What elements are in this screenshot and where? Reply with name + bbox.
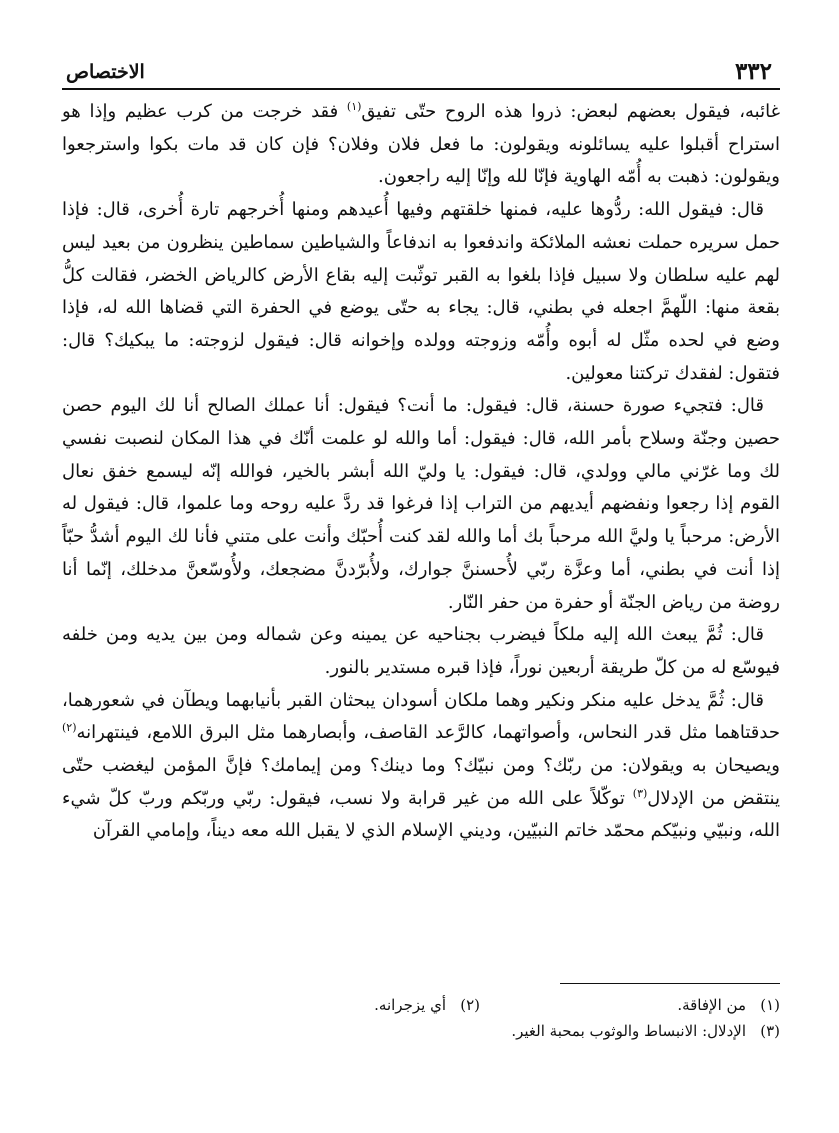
paragraph-text: قال: ثُمَّ يبعث الله إليه ملكاً فيضرب بجناحيه عن يمينه وعن شماله ومن بين يديه ومن خلفه فيوسّع له من كلّ طريقة أربعين نوراً، فإذا قبره مستدير بالنور. (62, 624, 780, 678)
footnote-number: (٢) (460, 996, 480, 1014)
footnote-ref-3: (٣) (632, 786, 648, 800)
footnote-1 (480, 992, 780, 1018)
footnote-ref-1: (١) (346, 100, 362, 113)
running-head (62, 58, 780, 90)
paragraph-text: فقد خرجت من كرب عظيم وإذا هو استراح أقبلوا عليه يسائلونه ويقولون: ما فعل فلان وفلان؟ فإن كان قد مات بكوا واسترجعوا ويقولون: ذهبت به أُمّه الهاوية فإنّا لله وإنّا إليه راجعون. (62, 101, 780, 188)
paragraph-4 (62, 619, 780, 684)
footnote-2 (374, 992, 480, 1018)
footnote-text: الإدلال: الانبساط والوثوب بمحبة الغير. (511, 1022, 746, 1040)
paragraph-text: غائبه، فيقول بعضهم لبعض: ذروا هذه الروح حتّى تفيق (361, 101, 780, 122)
paragraph-5 (62, 685, 780, 849)
book-title: الاختصاص (66, 61, 145, 83)
page-number: ٣٣٢ (734, 58, 772, 85)
paragraph-3 (62, 390, 780, 619)
footnote-3 (480, 1018, 780, 1044)
footnote-number: (٣) (760, 1022, 780, 1040)
footnote-text: من الإفاقة. (677, 996, 746, 1014)
paragraph-text: توكّلاً على الله من غير قرابة ولا نسب، فيقول: ربّي وربّكم وربّ كلّ شيء الله، ونبيّي ونبيّكم محمّد خاتم النبيّين، وديني الإسلام الذي لا يقبل الله معه ديناً، وإمامي القرآن (62, 787, 780, 842)
body-text (62, 96, 780, 848)
footnote-divider (560, 983, 780, 984)
paragraph-1 (62, 96, 780, 194)
footnote-ref-2: (٢) (62, 721, 77, 735)
footnote-number: (١) (760, 996, 780, 1014)
paragraph-2 (62, 194, 780, 390)
footnotes (62, 983, 780, 1044)
paragraph-text: قال: ثُمَّ يدخل عليه منكر ونكير وهما ملكان أسودان يبحثان القبر بأنيابهما ويطآن في شعورهما، حدقتاهما مثل قدر النحاس، وأصواتهما، كالرَّعد القاصف، وأبصارهما مثل البرق اللامع، فينتهرانه (62, 689, 780, 744)
paragraph-text: قال: فيقول الله: ردُّوها عليه، فمنها خلقتهم وفيها أُعيدهم ومنها أُخرجهم تارة أُخرى، قال: فإذا حمل سريره حملت نعشه الملائكة واندفعوا به اندفاعاً والشياطين سماطين ينظرون من بعيد ليس لهم عليه سلطان ولا سبيل فإذا بلغوا به القبر توثّبت إليه بقاع الأرض كالرياض الخضر، فقالت كلُّ بقعة منها: اللّهمَّ اجعله في بطني، قال: يجاء به حتّى يوضع في الحفرة التي قضاها الله له، فإذا وضع في لحده مثّل له أبوه وأُمّه وزوجته وولده وإخوانه قال: فيقول لزوجته: ما يبكيك؟ قال: فتقول: لفقدك تركتنا معولين. (62, 199, 780, 384)
footnote-text: أي يزجرانه. (374, 996, 446, 1014)
book-page (62, 58, 780, 1118)
paragraph-text: ويصيحان به ويقولان: من ربّك؟ ومن نبيّك؟ وما دينك؟ ومن إيمامك؟ فإنَّ المؤمن ليغضب حتّى ينتقض من الإدلال (62, 755, 780, 809)
paragraph-text: قال: فتجيء صورة حسنة، قال: فيقول: ما أنت؟ فيقول: أنا عملك الصالح أنا لك اليوم حصن حصين وجنّة وسلاح بأمر الله، قال: فيقول: أما والله لو علمت أنّك في هذا المكان لنصبت نفسي لك وما غرّني مالي وولدي، قال: فيقول: يا وليّ الله أبشر بالخير، فوالله إنّه ليسمع خفق نعال القوم إذا رجعوا ونفضهم أيديهم من التراب إذا فرغوا قد ردَّ عليه روحه وما علموا، قال: فيقول له الأرض: مرحباً يا وليَّ الله مرحباً بك أما والله لقد كنت أُحبّك وأنت على متني فأنا لك اليوم أشدُّ حبّاً إذا أنت في بطني، أما وعزَّة ربّي لأُحسننَّ جوارك، ولأُبرّدنَّ مضجعك، ولأُوسّعنَّ مدخلك، إنّما أنا روضة من رياض الجنّة أو حفرة من حفر النّار. (62, 395, 780, 613)
